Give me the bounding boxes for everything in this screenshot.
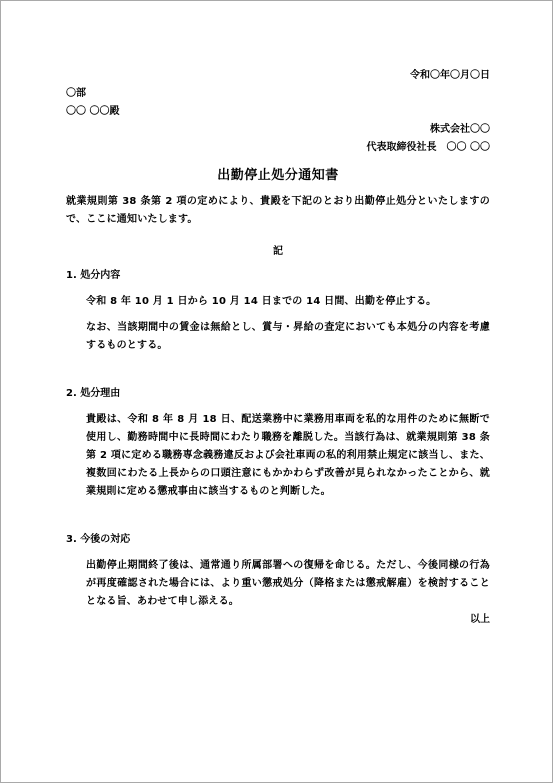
document-body [66,67,490,629]
section-reason [66,385,490,501]
recipient-department: 〇部 [66,88,86,99]
recipient-name: 〇〇 〇〇殿 [66,106,120,117]
section-heading: 2. 処分理由 [66,388,121,399]
document-date: 令和〇年〇月〇日 [410,70,490,81]
sender-company: 株式会社〇〇 [430,124,490,135]
intro-paragraph: 就業規則第 38 条第 2 項の定めにより、貴殿を下記のとおり出勤停止処分といたしますので、ここに通知いたします。 [66,196,490,225]
section-paragraph: 令和 8 年 10 月 1 日から 10 月 14 日までの 14 日間、出勤を停止する。 [86,296,437,307]
section-paragraph: 出勤停止期間終了後は、通常通り所属部署への復帰を命じる。ただし、今後同様の行為が再度確認された場合には、より重い懲戒処分（降格または懲戒解雇）を検討することとなる旨、あわせて申し添える。 [86,560,490,607]
closing-text: 以上 [470,614,490,625]
section-heading: 3. 今後の対応 [66,534,131,545]
section-future-action [66,531,490,611]
ki-marker: 記 [273,246,283,257]
section-disposition [66,267,490,355]
document-title: 出勤停止処分通知書 [217,168,339,183]
section-heading: 1. 処分内容 [66,270,121,281]
section-paragraph: 貴殿は、令和 8 年 8 月 18 日、配送業務中に業務用車両を私的な用件のために無断で使用し、勤務時間中に長時間にわたり職務を離脱した。当該行為は、就業規則第 38 条第 2 項に定める職務専念義務違反および会社車両の私的利用禁止規定に該当し、また、複数回にわたる上長からの口頭注意にもかかわらず改善が見られなかったことから、就業規則に定める懲戒事由に該当するものと判断した。 [86,414,490,497]
section-paragraph: なお、当該期間中の賃金は無給とし、賞与・昇給の査定においても本処分の内容を考慮するものとする。 [86,322,490,351]
sender-representative: 代表取締役社長 〇〇 〇〇 [366,142,490,153]
